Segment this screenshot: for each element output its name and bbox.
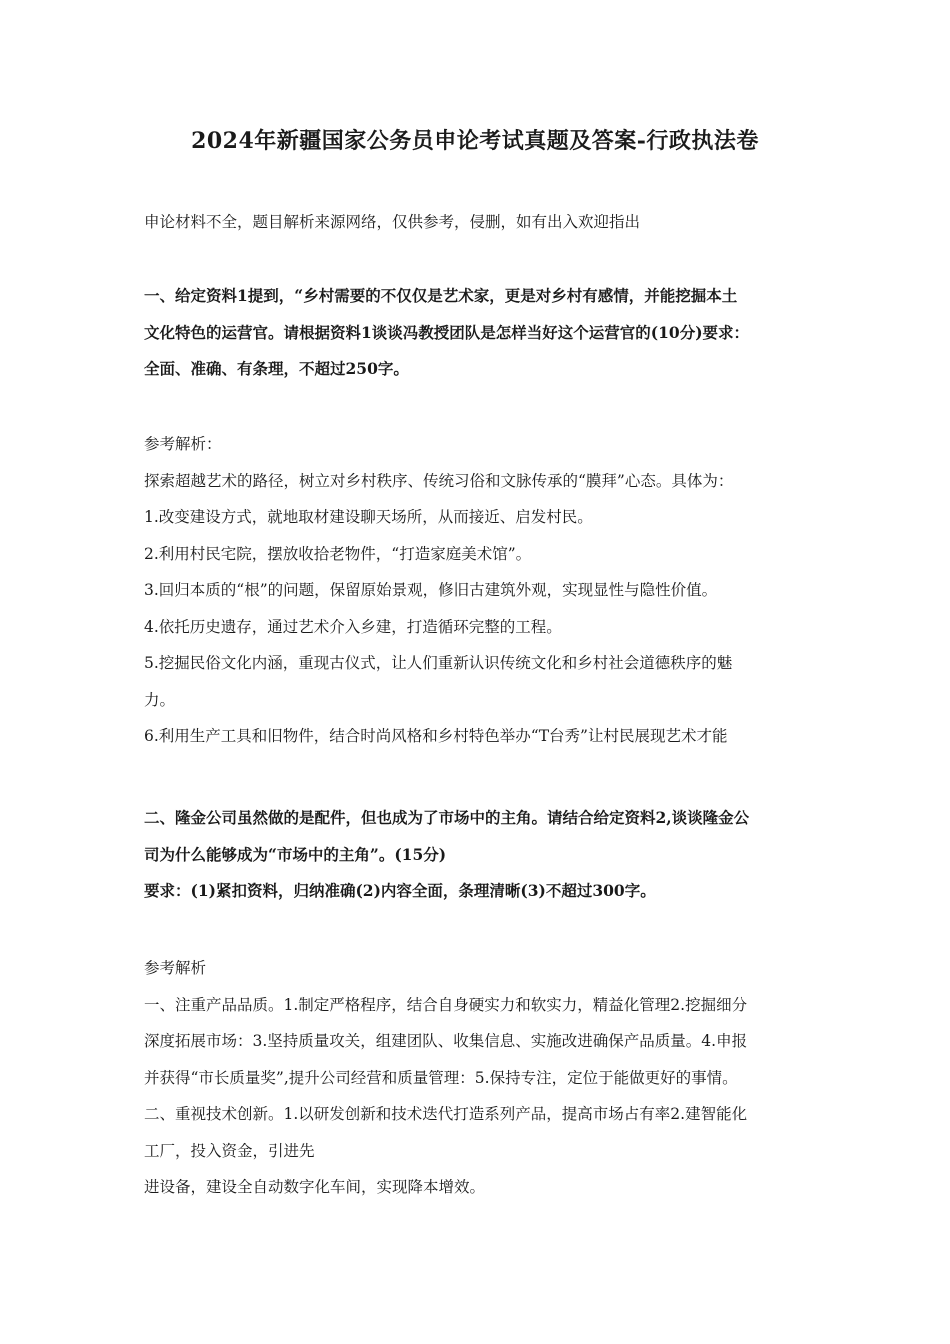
- answer-1-line: 4.依托历史遗存，通过艺术介入乡建，打造循环完整的工程。: [144, 617, 562, 636]
- answer-2: [144, 950, 810, 1206]
- answer-1-heading: 参考解析：: [144, 435, 222, 453]
- question-2: [144, 800, 810, 910]
- question-1-line: 文化特色的运营官。请根据资料1谈谈冯教授团队是怎样当好这个运营官的(10分)要求：: [144, 322, 750, 342]
- question-1: [144, 278, 810, 388]
- document-title: 2024年新疆国家公务员申论考试真题及答案-行政执法卷: [191, 128, 759, 154]
- question-2-requirements: 要求：(1)紧扣资料，归纳准确(2)内容全面，条理清晰(3)不超过300字。: [144, 881, 656, 900]
- question-2-line: 二、隆金公司虽然做的是配件，但也成为了市场中的主角。请结合给定资料2,谈谈隆金公: [144, 808, 750, 827]
- question-1-line: 一、给定资料1提到，“乡村需要的不仅仅是艺术家，更是对乡村有感情，并能挖掘本土: [144, 286, 738, 305]
- answer-2-line: 深度拓展市场：3.坚持质量攻关，组建团队、收集信息、实施改进确保产品质量。4.申报: [144, 1032, 748, 1050]
- answer-2-line: 并获得“市长质量奖”,提升公司经营和质量管理：5.保持专注，定位于能做更好的事情。: [144, 1068, 738, 1087]
- answer-2-heading: 参考解析: [144, 959, 207, 977]
- question-1-line: 全面、准确、有条理，不超过250字。: [144, 359, 409, 378]
- question-2-line: 司为什么能够成为“市场中的主角”。(15分): [144, 844, 447, 864]
- answer-1-line: 5.挖掘民俗文化内涵，重现古仪式，让人们重新认识传统文化和乡村社会道德秩序的魅: [144, 654, 733, 672]
- answer-1-line: 1.改变建设方式，就地取材建设聊天场所，从而接近、启发村民。: [144, 508, 593, 526]
- answer-2-line: 一、注重产品品质。1.制定严格程序，结合自身硬实力和软实力，精益化管理2.挖掘细分: [144, 995, 748, 1014]
- answer-1-line: 2.利用村民宅院，摆放收拾老物件，“打造家庭美术馆”。: [144, 544, 532, 563]
- disclaimer-text: 申论材料不全，题目解析来源网络，仅供参考，侵删，如有出入欢迎指出: [144, 213, 641, 231]
- answer-1-line: 3.回归本质的“根”的问题，保留原始景观，修旧古建筑外观，实现显性与隐性价值。: [144, 581, 718, 599]
- answer-2-line: 二、重视技术创新。1.以研发创新和技术迭代打造系列产品，提高市场占有率2.建智能化: [144, 1105, 748, 1123]
- answer-1-line: 6.利用生产工具和旧物件，结合时尚风格和乡村特色举办“T台秀”让村民展现艺术才能: [144, 727, 728, 745]
- disclaimer: [144, 204, 810, 241]
- answer-2-line: 工厂，投入资金，引进先: [144, 1141, 315, 1160]
- answer-2-line: 进设备，建设全自动数字化车间，实现降本增效。: [144, 1178, 486, 1196]
- answer-1-line: 力。: [144, 690, 176, 709]
- answer-1: [144, 426, 810, 755]
- answer-1-line: 探索超越艺术的路径，树立对乡村秩序、传统习俗和文脉传承的“膜拜”心态。具体为：: [144, 471, 734, 490]
